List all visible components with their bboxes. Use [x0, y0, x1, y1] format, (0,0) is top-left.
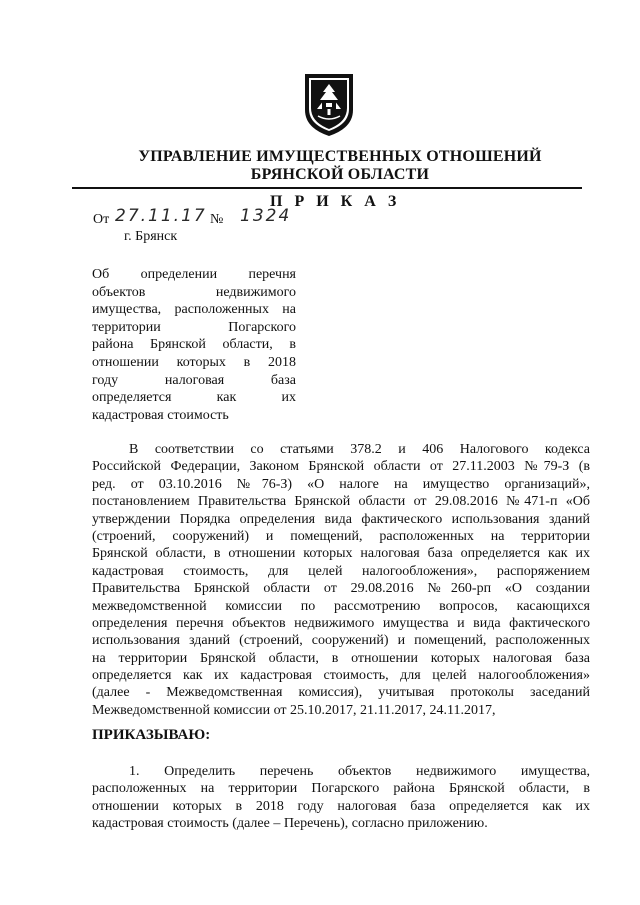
paragraph-line: кадастровая стоимость, для целей налогообложения», распоряжением: [92, 563, 590, 579]
paragraph-line: отношении которых в 2018 году налоговая база определяется как их: [92, 798, 590, 814]
organization-name-line1: УПРАВЛЕНИЕ ИМУЩЕСТВЕННЫХ ОТНОШЕНИЙ: [138, 148, 542, 165]
subject-line: году налоговая база: [92, 372, 296, 388]
order-subject: [92, 266, 296, 424]
paragraph-line: В соответствии со статьями 378.2 и 406 Налогового кодекса: [129, 442, 590, 457]
paragraph-line: расположенных на территории Погарского района Брянской области, в: [92, 781, 590, 797]
subject-line: отношении которых в 2018: [92, 354, 296, 370]
handwritten-date: 27.11.17: [115, 206, 207, 226]
paragraph-line: утверждении Порядка определения вида фактического использования зданий: [92, 511, 590, 527]
paragraph-line: определяется как их кадастровая стоимость, для целей налогообложения»: [92, 668, 590, 684]
paragraph-line: (строений, сооружений) и помещений, расположенных на территории: [92, 528, 590, 544]
paragraph-line: использования зданий (строений, сооружений) и помещений, расположенных: [92, 633, 590, 649]
decree-heading: ПРИКАЗЫВАЮ:: [92, 727, 211, 743]
subject-line: территории Погарского: [92, 319, 296, 335]
subject-line: района Брянской области, в: [92, 337, 296, 353]
subject-line: определяется как их: [92, 390, 296, 406]
paragraph-line: на территории Брянской области, в отношении которых налоговая база: [92, 650, 590, 666]
document-title: П Р И К А З: [270, 193, 401, 210]
paragraph-line: межведомственной комиссии по рассмотрению вопросов, касающихся: [92, 598, 590, 614]
paragraph-line: 1. Определить перечень объектов недвижимого имущества,: [129, 764, 590, 779]
paragraph-line: ред. от 03.10.2016 №76-З) «О налоге на имущество организаций»,: [92, 476, 590, 492]
paragraph-line: Российской Федерации, Законом Брянской области от 27.11.2003 №79-З (в: [92, 459, 590, 475]
paragraph-line: определения перечня объектов недвижимого имущества и вида фактического: [92, 615, 590, 631]
preamble-paragraph: [92, 441, 590, 719]
paragraph-line: кадастровая стоимость (далее – Перечень), согласно приложению.: [92, 816, 488, 832]
decree-item-1: [92, 763, 590, 833]
paragraph-line: Брянской области, в отношении которых налоговая база определяется как их: [92, 546, 590, 562]
organization-name-line2: БРЯНСКОЙ ОБЛАСТИ: [250, 166, 430, 183]
number-label: №: [210, 212, 224, 227]
paragraph-line: Правительства Брянской области от 29.08.2016 №260-рп «О создании: [92, 581, 590, 597]
subject-line: объектов недвижимого: [92, 284, 296, 300]
handwritten-number: 1324: [240, 206, 292, 226]
header-divider: [72, 187, 582, 189]
subject-line: кадастровая стоимость: [92, 407, 229, 423]
date-label: От: [93, 212, 110, 227]
subject-line: Об определении перечня: [92, 267, 296, 282]
coat-of-arms-icon: [302, 72, 356, 138]
paragraph-line: постановлением Правительства Брянской области от 29.08.2016 №471-п «Об: [92, 494, 590, 510]
paragraph-line: Межведомственной комиссии от 25.10.2017, 21.11.2017, 24.11.2017,: [92, 702, 496, 718]
subject-line: имущества, расположенных на: [92, 302, 296, 318]
city-name: г. Брянск: [124, 229, 178, 244]
paragraph-line: (далее - Межведомственная комиссия), учитывая протоколы заседаний: [92, 685, 590, 701]
